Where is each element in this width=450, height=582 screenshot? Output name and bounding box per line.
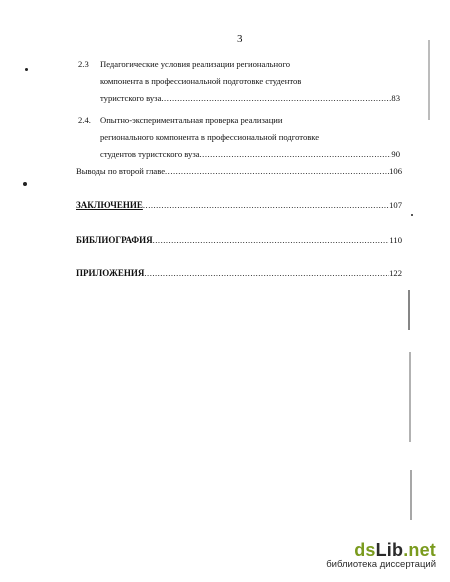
scan-artifact (411, 214, 413, 216)
toc-entry-2-3 (78, 59, 400, 103)
toc-page-number: 83 (391, 93, 400, 103)
toc-entry-title: БИБЛИОГРАФИЯ (76, 235, 153, 245)
scan-artifact (428, 40, 430, 120)
dslib-subtitle: библиотека диссертаций (326, 559, 436, 570)
scan-artifact (409, 352, 411, 442)
scan-artifact (410, 470, 412, 520)
toc-entry-bibliography (76, 235, 402, 245)
dslib-logo: dsLib.net (354, 540, 436, 560)
toc-entry-title: Выводы по второй главе (76, 166, 166, 176)
page-number: 3 (237, 33, 243, 45)
toc-entry-title: туристского вуза (100, 93, 162, 103)
toc-entry-line: регионального компонента в профессиональной подготовке (100, 132, 320, 142)
toc-entry-line: Опытно-экспериментальная проверка реализации (100, 115, 283, 125)
toc-entry-title: студентов туристского вуза (100, 149, 200, 159)
scan-artifact (25, 68, 28, 71)
toc-entry-conclusions (76, 166, 402, 176)
toc-page-number: 90 (391, 149, 400, 159)
toc-entry-title: ПРИЛОЖЕНИЯ (76, 268, 145, 278)
toc-leader-dots (200, 149, 392, 159)
toc-leader-dots (161, 93, 391, 103)
toc-leader-dots (143, 200, 389, 210)
toc-entry-line: Педагогические условия реализации регионального (100, 59, 291, 69)
toc-entry-number: 2.3 (78, 59, 89, 69)
toc-entry-appendix (76, 268, 402, 278)
toc-entry-number: 2.4. (78, 115, 91, 125)
toc-page-number: 107 (389, 200, 402, 210)
toc-leader-dots (144, 268, 389, 278)
scan-artifact (23, 182, 27, 186)
toc-entry-zaklyuchenie (76, 200, 402, 210)
toc-page-number: 122 (389, 268, 402, 278)
toc-page-number: 106 (389, 166, 402, 176)
dslib-watermark (326, 540, 436, 570)
toc-entry-2-4 (78, 115, 400, 159)
scan-artifact (408, 290, 410, 330)
toc-leader-dots (153, 235, 390, 245)
toc-entry-line: компонента в профессиональной подготовке студентов (100, 76, 302, 86)
toc-leader-dots (165, 166, 389, 176)
toc-page-number: 110 (389, 235, 402, 245)
toc-entry-title: ЗАКЛЮЧЕНИЕ (76, 200, 143, 210)
